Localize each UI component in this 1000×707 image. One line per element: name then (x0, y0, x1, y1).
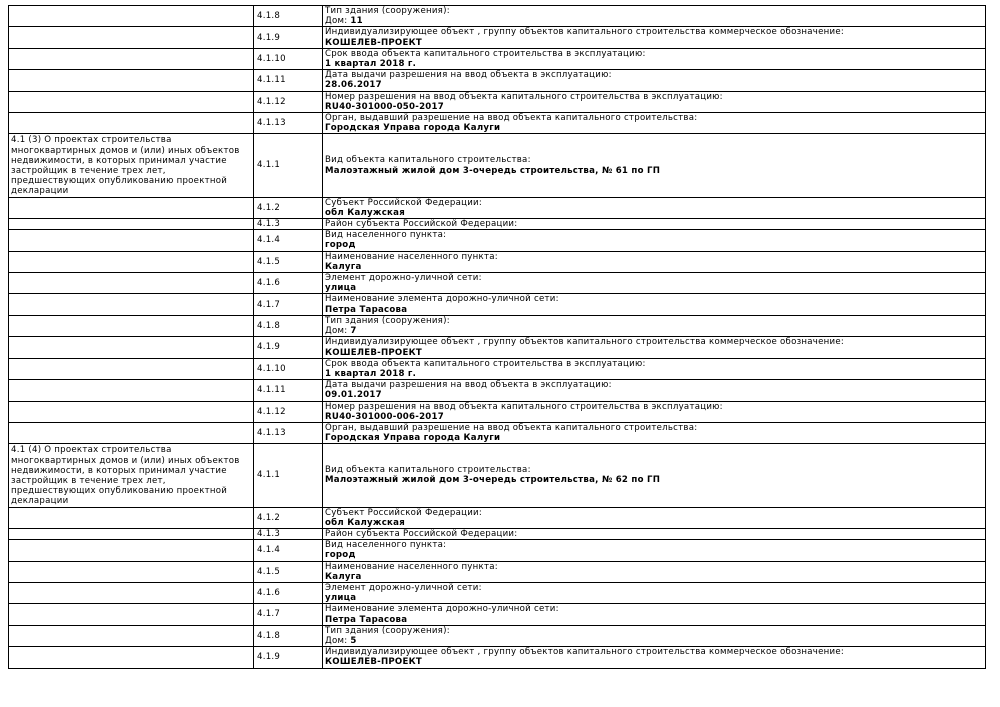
section-cell (9, 70, 254, 91)
field-value: улица (325, 283, 357, 294)
field-value-prefix: Дом: (325, 635, 351, 646)
field-label: Орган, выдавший разрешение на ввод объекта капитального строительства: (325, 422, 698, 433)
item-content (323, 337, 986, 358)
field-value: Городская Управа города Калуги (325, 123, 501, 134)
field-value-line (325, 305, 983, 315)
field-label: Тип здания (сооружения): (325, 315, 450, 326)
table-row (9, 647, 986, 668)
field-value: улица (325, 593, 357, 604)
field-label: Вид объекта капитального строительства: (325, 155, 531, 166)
field-value-line (325, 16, 983, 26)
declaration-table-body (9, 6, 986, 669)
field-label: Номер разрешения на ввод объекта капитального строительства в эксплуатацию: (325, 401, 723, 412)
field-value-line (325, 412, 983, 422)
section-cell (9, 604, 254, 625)
item-code: 4.1.7 (254, 604, 323, 625)
item-code: 4.1.4 (254, 540, 323, 561)
section-title: 4.1 (4) О проектах строительства многоквартирных домов и (или) иных объектов недвижимости, в которых принимал участие застройщик в течение трех лет, предшествующих опубликованию проектной декларации (11, 445, 240, 507)
item-code: 4.1.3 (254, 219, 323, 230)
item-code: 4.1.5 (254, 561, 323, 582)
item-code: 4.1.8 (254, 315, 323, 336)
field-label: Тип здания (сооружения): (325, 625, 450, 636)
field-label: Номер разрешения на ввод объекта капитального строительства в эксплуатацию: (325, 91, 723, 102)
section-cell (9, 48, 254, 69)
item-content (323, 540, 986, 561)
item-code: 4.1.4 (254, 230, 323, 251)
section-cell (9, 294, 254, 315)
section-cell (9, 315, 254, 336)
field-value: Петра Тарасова (325, 614, 408, 625)
section-cell (9, 27, 254, 48)
table-row (9, 315, 986, 336)
item-content (323, 70, 986, 91)
item-code: 4.1.10 (254, 358, 323, 379)
section-cell (9, 219, 254, 230)
table-row (9, 113, 986, 134)
field-value-line (325, 166, 983, 176)
field-value: 11 (350, 16, 363, 27)
field-value-line (325, 348, 983, 358)
item-code: 4.1.2 (254, 507, 323, 528)
section-cell (9, 134, 254, 197)
section-cell (9, 582, 254, 603)
section-cell (9, 561, 254, 582)
item-content (323, 401, 986, 422)
table-row (9, 337, 986, 358)
item-code: 4.1.3 (254, 528, 323, 539)
field-value-line (325, 572, 983, 582)
section-cell (9, 197, 254, 218)
table-row (9, 70, 986, 91)
item-code: 4.1.6 (254, 582, 323, 603)
table-row (9, 380, 986, 401)
field-value-line (325, 475, 983, 485)
item-content (323, 647, 986, 668)
item-content (323, 219, 986, 230)
field-value-line (325, 615, 983, 625)
field-value: 28.06.2017 (325, 80, 382, 91)
item-content (323, 251, 986, 272)
section-cell (9, 422, 254, 443)
item-content (323, 358, 986, 379)
table-row (9, 401, 986, 422)
item-content (323, 422, 986, 443)
field-label: Наименование элемента дорожно-уличной сети: (325, 604, 559, 615)
field-label: Элемент дорожно-уличной сети: (325, 582, 482, 593)
field-label: Индивидуализирующее объект , группу объектов капитального строительства коммерческое обозначение: (325, 27, 845, 38)
field-value-line (325, 208, 983, 218)
item-code: 4.1.11 (254, 380, 323, 401)
item-content (323, 6, 986, 27)
field-label: Вид населенного пункта: (325, 540, 447, 551)
table-row (9, 27, 986, 48)
item-content (323, 27, 986, 48)
table-row (9, 444, 986, 507)
field-label: Вид населенного пункта: (325, 230, 447, 241)
field-value: Калуга (325, 571, 362, 582)
section-cell (9, 401, 254, 422)
item-content (323, 230, 986, 251)
table-row (9, 230, 986, 251)
table-row (9, 91, 986, 112)
field-value-line (325, 433, 983, 443)
field-label: Орган, выдавший разрешение на ввод объекта капитального строительства: (325, 113, 698, 124)
field-value-line (325, 102, 983, 112)
item-content (323, 380, 986, 401)
item-code: 4.1.7 (254, 294, 323, 315)
item-code: 4.1.9 (254, 337, 323, 358)
table-row (9, 219, 986, 230)
field-label: Наименование населенного пункта: (325, 251, 498, 262)
table-row (9, 273, 986, 294)
section-cell (9, 625, 254, 646)
field-value-line (325, 636, 983, 646)
item-code: 4.1.11 (254, 70, 323, 91)
field-value-line (325, 123, 983, 133)
field-value: обл Калужская (325, 207, 405, 218)
field-label: Дата выдачи разрешения на ввод объекта в эксплуатацию: (325, 70, 612, 81)
field-label: Срок ввода объекта капитального строительства в эксплуатацию: (325, 48, 646, 59)
field-value: RU40-301000-006-2017 (325, 411, 444, 422)
item-code: 4.1.2 (254, 197, 323, 218)
field-value: Малоэтажный жилой дом 3-очередь строительства, № 62 по ГП (325, 475, 661, 486)
item-content (323, 625, 986, 646)
field-value-line (325, 369, 983, 379)
field-label: Субъект Российской Федерации: (325, 197, 483, 208)
field-label: Район субъекта Российской Федерации: (325, 528, 518, 539)
field-value-line (325, 657, 983, 667)
item-code: 4.1.12 (254, 91, 323, 112)
field-value: КОШЕЛЕВ-ПРОЕКТ (325, 657, 422, 668)
field-value: Малоэтажный жилой дом 3-очередь строительства, № 61 по ГП (325, 165, 661, 176)
table-row (9, 197, 986, 218)
item-code: 4.1.10 (254, 48, 323, 69)
field-label: Индивидуализирующее объект , группу объектов капитального строительства коммерческое обозначение: (325, 337, 845, 348)
table-row (9, 134, 986, 197)
field-value-line (325, 550, 983, 560)
field-value: город (325, 240, 356, 251)
field-value: город (325, 550, 356, 561)
declaration-table (8, 5, 986, 669)
item-code: 4.1.5 (254, 251, 323, 272)
field-value: RU40-301000-050-2017 (325, 101, 444, 112)
table-row (9, 48, 986, 69)
section-cell (9, 273, 254, 294)
field-value: Петра Тарасова (325, 304, 408, 315)
field-value: КОШЕЛЕВ-ПРОЕКТ (325, 347, 422, 358)
section-cell (9, 358, 254, 379)
item-code: 4.1.8 (254, 625, 323, 646)
field-value-line (325, 38, 983, 48)
table-row (9, 507, 986, 528)
section-cell (9, 507, 254, 528)
field-value-prefix: Дом: (325, 16, 351, 27)
item-content (323, 197, 986, 218)
item-code: 4.1.13 (254, 422, 323, 443)
field-value: 7 (350, 326, 357, 337)
field-label: Субъект Российской Федерации: (325, 507, 483, 518)
field-label: Срок ввода объекта капитального строительства в эксплуатацию: (325, 358, 646, 369)
table-row (9, 422, 986, 443)
item-content (323, 48, 986, 69)
item-content (323, 604, 986, 625)
item-content (323, 294, 986, 315)
item-code: 4.1.8 (254, 6, 323, 27)
field-value-line (325, 593, 983, 603)
field-value-line (325, 326, 983, 336)
field-value: Калуга (325, 261, 362, 272)
field-value-prefix: Дом: (325, 326, 351, 337)
table-row (9, 251, 986, 272)
field-value-line (325, 390, 983, 400)
table-row (9, 358, 986, 379)
section-cell (9, 6, 254, 27)
section-cell (9, 528, 254, 539)
item-code: 4.1.6 (254, 273, 323, 294)
field-value: обл Калужская (325, 517, 405, 528)
item-content (323, 444, 986, 507)
field-value: Городская Управа города Калуги (325, 433, 501, 444)
table-row (9, 561, 986, 582)
table-row (9, 6, 986, 27)
item-content (323, 315, 986, 336)
section-cell (9, 230, 254, 251)
item-code: 4.1.13 (254, 113, 323, 134)
field-label: Тип здания (сооружения): (325, 6, 450, 16)
item-content (323, 528, 986, 539)
field-label: Элемент дорожно-уличной сети: (325, 273, 482, 284)
field-value-line (325, 262, 983, 272)
item-code: 4.1.9 (254, 27, 323, 48)
field-label: Наименование элемента дорожно-уличной сети: (325, 294, 559, 305)
section-cell (9, 380, 254, 401)
field-label: Район субъекта Российской Федерации: (325, 219, 518, 230)
field-value: 1 квартал 2018 г. (325, 368, 417, 379)
item-content (323, 134, 986, 197)
field-value-line (325, 518, 983, 528)
field-value: 1 квартал 2018 г. (325, 59, 417, 70)
field-value-line (325, 240, 983, 250)
section-cell (9, 91, 254, 112)
table-row (9, 625, 986, 646)
table-row (9, 294, 986, 315)
field-value: 09.01.2017 (325, 390, 382, 401)
section-cell (9, 251, 254, 272)
item-content (323, 561, 986, 582)
table-row (9, 540, 986, 561)
section-cell (9, 337, 254, 358)
table-row (9, 528, 986, 539)
item-code: 4.1.9 (254, 647, 323, 668)
field-label: Вид объекта капитального строительства: (325, 465, 531, 476)
item-content (323, 507, 986, 528)
field-value: КОШЕЛЕВ-ПРОЕКТ (325, 37, 422, 48)
field-value-line (325, 80, 983, 90)
field-value-line (325, 283, 983, 293)
item-code: 4.1.1 (254, 134, 323, 197)
field-value: 5 (350, 635, 357, 646)
section-title: 4.1 (3) О проектах строительства многоквартирных домов и (или) иных объектов недвижимости, в которых принимал участие застройщик в течение трех лет, предшествующих опубликованию проектной декларации (11, 135, 240, 197)
field-label: Индивидуализирующее объект , группу объектов капитального строительства коммерческое обозначение: (325, 647, 845, 658)
table-row (9, 604, 986, 625)
item-content (323, 273, 986, 294)
item-code: 4.1.1 (254, 444, 323, 507)
table-row (9, 582, 986, 603)
section-cell (9, 540, 254, 561)
item-content (323, 582, 986, 603)
item-content (323, 113, 986, 134)
section-cell (9, 647, 254, 668)
field-label: Наименование населенного пункта: (325, 561, 498, 572)
field-value-line (325, 59, 983, 69)
section-cell (9, 113, 254, 134)
section-cell (9, 444, 254, 507)
item-content (323, 91, 986, 112)
item-code: 4.1.12 (254, 401, 323, 422)
field-label: Дата выдачи разрешения на ввод объекта в эксплуатацию: (325, 380, 612, 391)
